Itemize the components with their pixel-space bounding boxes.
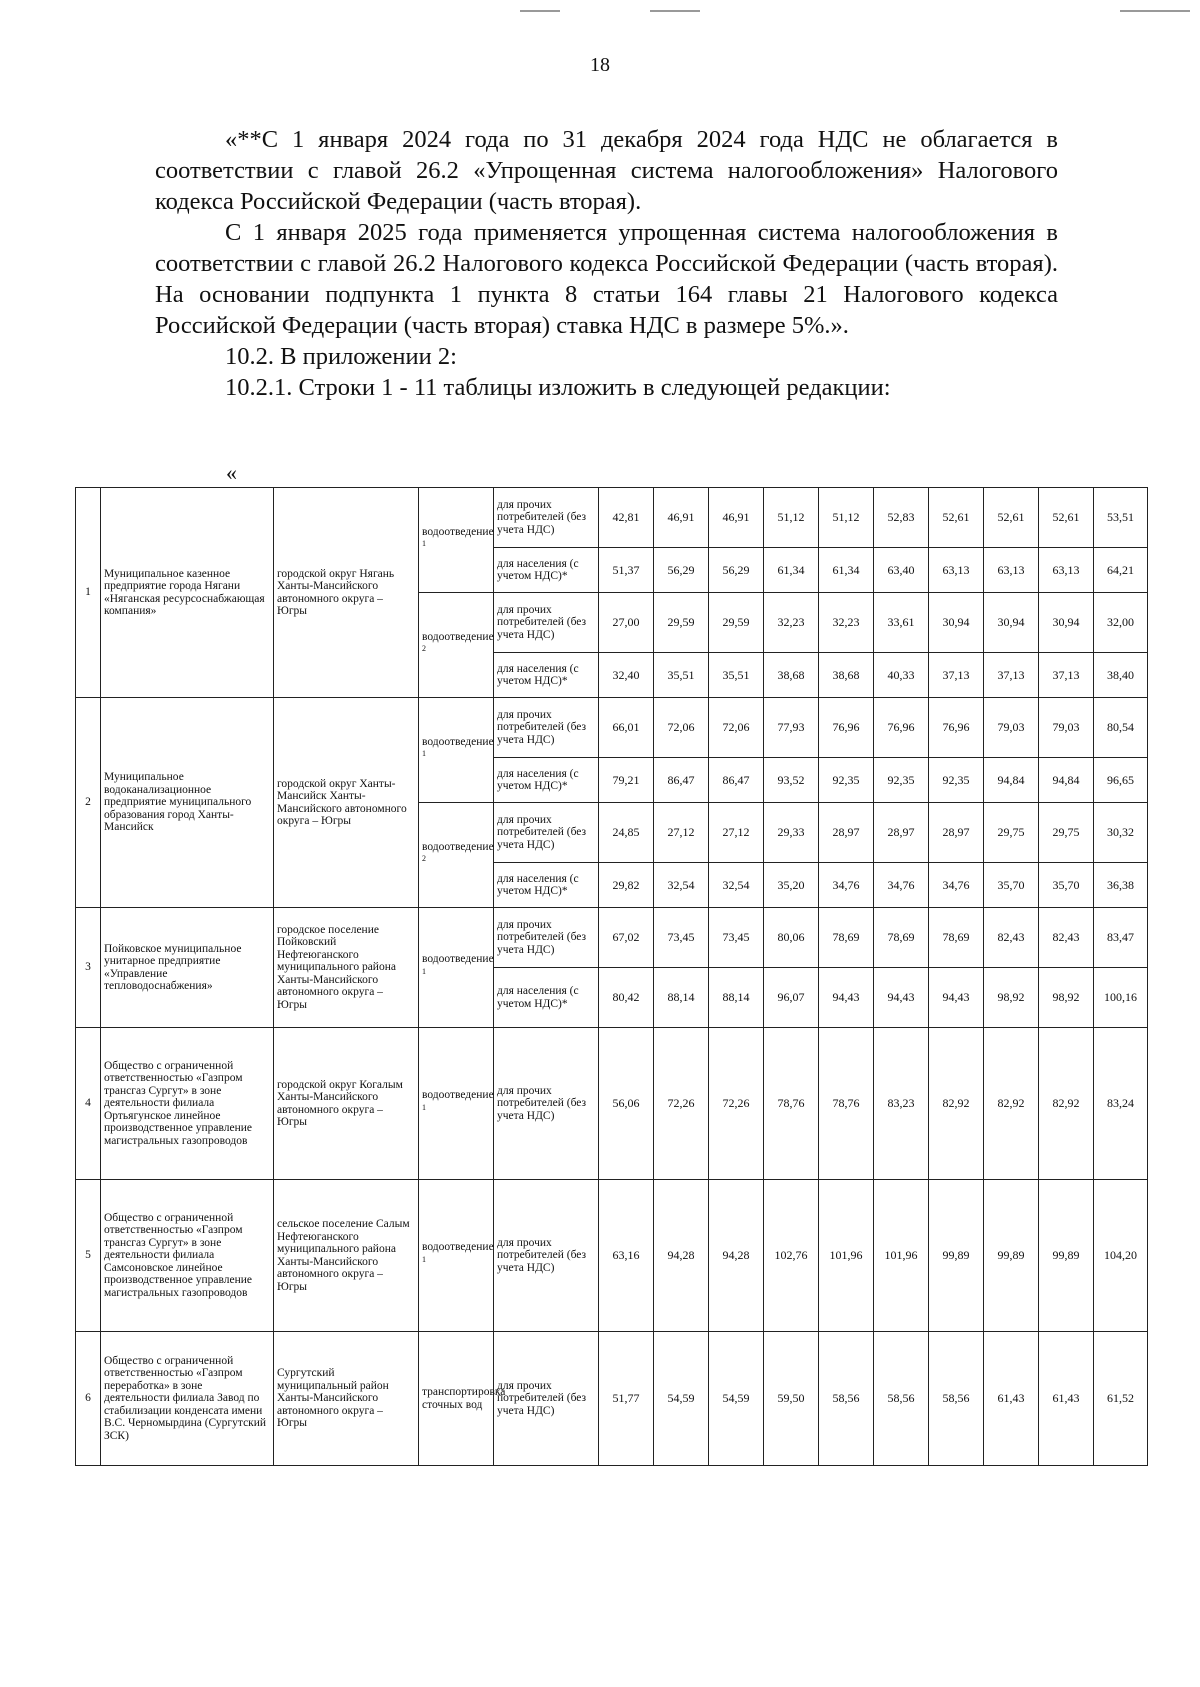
territory-name: городское поселение Пойковский Нефтеюганского муниципального района Ханты-Мансийского автономного округа – Югры: [274, 908, 419, 1028]
tariff-value: 72,26: [709, 1028, 764, 1180]
tariff-value: 88,14: [654, 968, 709, 1028]
tariff-value: 72,06: [709, 698, 764, 758]
tariff-value: 58,56: [874, 1332, 929, 1466]
tariff-value: 52,83: [874, 488, 929, 548]
tariff-value: 34,76: [819, 863, 874, 908]
tariff-value: 29,59: [654, 593, 709, 653]
tariff-value: 37,13: [1039, 653, 1094, 698]
service-label: водоотведение: [422, 1089, 494, 1102]
territory-name: городской округ Ханты-Мансийск Ханты-Мансийского автономного округа – Югры: [274, 698, 419, 908]
tariff-value: 32,00: [1094, 593, 1148, 653]
consumer-category: для прочих потребителей (без учета НДС): [494, 908, 599, 968]
tariff-value: 100,16: [1094, 968, 1148, 1028]
tariff-value: 94,84: [1039, 758, 1094, 803]
consumer-category: для прочих потребителей (без учета НДС): [494, 1180, 599, 1332]
tariff-value: 61,43: [984, 1332, 1039, 1466]
service-label: водоотведение: [422, 630, 494, 643]
tariff-value: 94,28: [654, 1180, 709, 1332]
tariff-value: 35,70: [984, 863, 1039, 908]
tariff-table: [75, 487, 1148, 1466]
service-label: водоотведение: [422, 735, 494, 748]
tariff-value: 29,59: [709, 593, 764, 653]
service-footnote-mark: 1: [422, 539, 426, 549]
tariff-value: 83,47: [1094, 908, 1148, 968]
tariff-value: 28,97: [819, 803, 874, 863]
row-number: 2: [76, 698, 101, 908]
service-footnote-mark: 1: [422, 1254, 426, 1264]
page-number: 18: [590, 54, 610, 76]
tariff-value: 78,69: [874, 908, 929, 968]
consumer-category: для населения (с учетом НДС)*: [494, 863, 599, 908]
tariff-value: 29,33: [764, 803, 819, 863]
service-label: водоотведение: [422, 1241, 494, 1254]
tariff-value: 92,35: [819, 758, 874, 803]
body-text: [155, 124, 1058, 403]
tariff-value: 29,75: [984, 803, 1039, 863]
tariff-value: 42,81: [599, 488, 654, 548]
tariff-value: 80,54: [1094, 698, 1148, 758]
tariff-value: 52,61: [1039, 488, 1094, 548]
tariff-value: 51,37: [599, 548, 654, 593]
tariff-value: 79,21: [599, 758, 654, 803]
tariff-value: 92,35: [929, 758, 984, 803]
paragraph-vat-2024: «**С 1 января 2024 года по 31 декабря 2024 года НДС не облагается в соответствии с главой 26.2 «Упрощенная система налогообложения» Налогового кодекса Российской Федерации (часть вторая).: [155, 126, 1058, 215]
service-name: [419, 803, 494, 908]
consumer-category: для прочих потребителей (без учета НДС): [494, 1332, 599, 1466]
tariff-value: 51,12: [764, 488, 819, 548]
tariff-value: 61,34: [819, 548, 874, 593]
tariff-value: 86,47: [654, 758, 709, 803]
tariff-value: 99,89: [984, 1180, 1039, 1332]
tariff-value: 79,03: [1039, 698, 1094, 758]
table-row: [76, 698, 1148, 758]
paragraph-appendix-2: 10.2. В приложении 2:: [225, 343, 457, 370]
tariff-value: 94,28: [709, 1180, 764, 1332]
tariff-value: 32,54: [654, 863, 709, 908]
tariff-value: 33,61: [874, 593, 929, 653]
tariff-value: 63,13: [984, 548, 1039, 593]
tariff-value: 64,21: [1094, 548, 1148, 593]
tariff-value: 56,29: [654, 548, 709, 593]
tariff-value: 54,59: [709, 1332, 764, 1466]
service-footnote-mark: 1: [422, 966, 426, 976]
tariff-value: 76,96: [874, 698, 929, 758]
service-footnote-mark: 1: [422, 1102, 426, 1112]
tariff-value: 63,13: [929, 548, 984, 593]
organization-name: Общество с ограниченной ответственностью «Газпром трансгаз Сургут» в зоне деятельности филиала Ортьягунское линейное производственное управление магистральных газопроводов: [101, 1028, 274, 1180]
tariff-value: 56,29: [709, 548, 764, 593]
tariff-value: 73,45: [709, 908, 764, 968]
row-number: 3: [76, 908, 101, 1028]
tariff-value: 32,40: [599, 653, 654, 698]
territory-name: сельское поселение Салым Нефтеюганского муниципального района Ханты-Мансийского автономного округа – Югры: [274, 1180, 419, 1332]
tariff-value: 76,96: [929, 698, 984, 758]
tariff-value: 30,94: [984, 593, 1039, 653]
tariff-value: 56,06: [599, 1028, 654, 1180]
tariff-value: 77,93: [764, 698, 819, 758]
tariff-value: 53,51: [1094, 488, 1148, 548]
tariff-value: 63,16: [599, 1180, 654, 1332]
consumer-category: для прочих потребителей (без учета НДС): [494, 593, 599, 653]
service-label: водоотведение: [422, 525, 494, 538]
tariff-value: 38,68: [764, 653, 819, 698]
tariff-value: 96,07: [764, 968, 819, 1028]
service-label: транспортировка сточных вод: [422, 1386, 506, 1411]
service-label: водоотведение: [422, 840, 494, 853]
tariff-value: 104,20: [1094, 1180, 1148, 1332]
tariff-value: 98,92: [1039, 968, 1094, 1028]
organization-name: Муниципальное казенное предприятие города Нягани «Няганская ресурсоснабжающая компания»: [101, 488, 274, 698]
tariff-value: 83,23: [874, 1028, 929, 1180]
tariff-value: 82,43: [1039, 908, 1094, 968]
tariff-value: 30,32: [1094, 803, 1148, 863]
table-row: [76, 1028, 1148, 1180]
tariff-value: 30,94: [1039, 593, 1094, 653]
tariff-value: 61,34: [764, 548, 819, 593]
consumer-category: для прочих потребителей (без учета НДС): [494, 488, 599, 548]
tariff-value: 27,12: [654, 803, 709, 863]
tariff-value: 98,92: [984, 968, 1039, 1028]
paragraph-vat-2025: С 1 января 2025 года применяется упрощенная система налогообложения в соответствии с главой 26.2 Налогового кодекса Российской Федерации (часть вторая). На основании подпункта 1 пункта 8 статьи 164 главы 21 Налогового кодекса Российской Федерации (часть вторая) ставка НДС в размере 5%.».: [155, 219, 1058, 339]
tariff-value: 36,38: [1094, 863, 1148, 908]
tariff-value: 61,43: [1039, 1332, 1094, 1466]
tariff-value: 101,96: [819, 1180, 874, 1332]
tariff-value: 94,84: [984, 758, 1039, 803]
tariff-value: 28,97: [874, 803, 929, 863]
tariff-value: 61,52: [1094, 1332, 1148, 1466]
tariff-value: 93,52: [764, 758, 819, 803]
tariff-value: 32,54: [709, 863, 764, 908]
tariff-value: 82,92: [1039, 1028, 1094, 1180]
quote-open: «: [226, 460, 237, 485]
tariff-value: 82,92: [984, 1028, 1039, 1180]
tariff-value: 58,56: [819, 1332, 874, 1466]
tariff-value: 92,35: [874, 758, 929, 803]
tariff-value: 24,85: [599, 803, 654, 863]
table-row: [76, 1180, 1148, 1332]
tariff-value: 28,97: [929, 803, 984, 863]
tariff-value: 78,76: [764, 1028, 819, 1180]
row-number: 1: [76, 488, 101, 698]
organization-name: Пойковское муниципальное унитарное предприятие «Управление тепловодоснабжения»: [101, 908, 274, 1028]
tariff-value: 58,56: [929, 1332, 984, 1466]
tariff-value: 52,61: [984, 488, 1039, 548]
tariff-value: 79,03: [984, 698, 1039, 758]
tariff-value: 29,75: [1039, 803, 1094, 863]
consumer-category: для прочих потребителей (без учета НДС): [494, 803, 599, 863]
tariff-value: 94,43: [929, 968, 984, 1028]
tariff-value: 35,20: [764, 863, 819, 908]
territory-name: городской округ Нягань Ханты-Мансийского автономного округа – Югры: [274, 488, 419, 698]
tariff-value: 73,45: [654, 908, 709, 968]
row-number: 6: [76, 1332, 101, 1466]
tariff-value: 52,61: [929, 488, 984, 548]
consumer-category: для прочих потребителей (без учета НДС): [494, 1028, 599, 1180]
service-label: водоотведение: [422, 953, 494, 966]
consumer-category: для населения (с учетом НДС)*: [494, 548, 599, 593]
tariff-value: 51,12: [819, 488, 874, 548]
service-footnote-mark: 2: [422, 644, 426, 654]
tariff-value: 72,06: [654, 698, 709, 758]
territory-name: городской округ Когалым Ханты-Мансийского автономного округа – Югры: [274, 1028, 419, 1180]
row-number: 4: [76, 1028, 101, 1180]
tariff-value: 46,91: [709, 488, 764, 548]
tariff-value: 27,12: [709, 803, 764, 863]
tariff-value: 72,26: [654, 1028, 709, 1180]
tariff-value: 35,51: [654, 653, 709, 698]
tariff-value: 38,68: [819, 653, 874, 698]
service-footnote-mark: 1: [422, 749, 426, 759]
organization-name: Общество с ограниченной ответственностью «Газпром переработка» в зоне деятельности филиала Завод по стабилизации конденсата имени В.С. Черномырдина (Сургутский ЗСК): [101, 1332, 274, 1466]
territory-name: Сургутский муниципальный район Ханты-Мансийского автономного округа – Югры: [274, 1332, 419, 1466]
consumer-category: для населения (с учетом НДС)*: [494, 968, 599, 1028]
tariff-value: 40,33: [874, 653, 929, 698]
service-name: [419, 908, 494, 1028]
tariff-value: 63,40: [874, 548, 929, 593]
scan-artifact: [1120, 10, 1190, 12]
tariff-value: 94,43: [819, 968, 874, 1028]
service-footnote-mark: 2: [422, 854, 426, 864]
tariff-value: 54,59: [654, 1332, 709, 1466]
service-name: [419, 1028, 494, 1180]
tariff-value: 76,96: [819, 698, 874, 758]
tariff-value: 29,82: [599, 863, 654, 908]
tariff-value: 63,13: [1039, 548, 1094, 593]
tariff-value: 59,50: [764, 1332, 819, 1466]
consumer-category: для прочих потребителей (без учета НДС): [494, 698, 599, 758]
tariff-value: 78,69: [929, 908, 984, 968]
tariff-value: 37,13: [984, 653, 1039, 698]
tariff-value: 88,14: [709, 968, 764, 1028]
tariff-value: 67,02: [599, 908, 654, 968]
tariff-value: 37,13: [929, 653, 984, 698]
tariff-value: 96,65: [1094, 758, 1148, 803]
table-row: [76, 1332, 1148, 1466]
service-name: [419, 1332, 506, 1466]
consumer-category: для населения (с учетом НДС)*: [494, 758, 599, 803]
tariff-value: 82,43: [984, 908, 1039, 968]
tariff-value: 78,69: [819, 908, 874, 968]
tariff-value: 34,76: [874, 863, 929, 908]
organization-name: Муниципальное водоканализационное предприятие муниципального образования город Ханты-Мансийск: [101, 698, 274, 908]
tariff-value: 27,00: [599, 593, 654, 653]
tariff-value: 82,92: [929, 1028, 984, 1180]
tariff-value: 99,89: [1039, 1180, 1094, 1332]
tariff-value: 34,76: [929, 863, 984, 908]
tariff-value: 101,96: [874, 1180, 929, 1332]
tariff-value: 80,42: [599, 968, 654, 1028]
tariff-value: 35,51: [709, 653, 764, 698]
consumer-category: для населения (с учетом НДС)*: [494, 653, 599, 698]
tariff-value: 86,47: [709, 758, 764, 803]
tariff-value: 32,23: [764, 593, 819, 653]
tariff-value: 46,91: [654, 488, 709, 548]
tariff-value: 78,76: [819, 1028, 874, 1180]
tariff-value: 102,76: [764, 1180, 819, 1332]
scan-artifact: [520, 10, 560, 12]
service-name: [419, 1180, 494, 1332]
tariff-value: 83,24: [1094, 1028, 1148, 1180]
table-row: [76, 488, 1148, 548]
tariff-value: 32,23: [819, 593, 874, 653]
service-name: [419, 488, 494, 593]
row-number: 5: [76, 1180, 101, 1332]
tariff-value: 51,77: [599, 1332, 654, 1466]
tariff-value: 80,06: [764, 908, 819, 968]
service-name: [419, 698, 494, 803]
tariff-value: 35,70: [1039, 863, 1094, 908]
service-name: [419, 593, 494, 698]
tariff-value: 30,94: [929, 593, 984, 653]
scan-artifact: [650, 10, 700, 12]
tariff-value: 66,01: [599, 698, 654, 758]
tariff-value: 94,43: [874, 968, 929, 1028]
tariff-value: 38,40: [1094, 653, 1148, 698]
tariff-value: 99,89: [929, 1180, 984, 1332]
organization-name: Общество с ограниченной ответственностью «Газпром трансгаз Сургут» в зоне деятельности филиала Самсоновское линейное производственное управление магистральных газопроводов: [101, 1180, 274, 1332]
paragraph-table-rows: 10.2.1. Строки 1 - 11 таблицы изложить в следующей редакции:: [225, 374, 891, 401]
table-row: [76, 908, 1148, 968]
